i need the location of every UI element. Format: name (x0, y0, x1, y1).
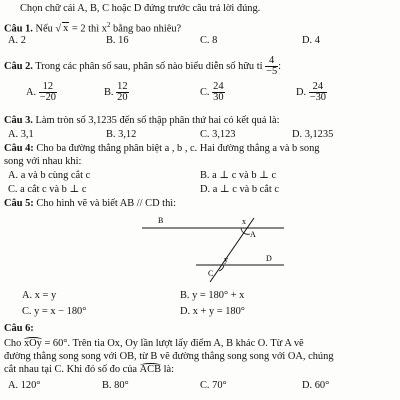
question-2 (4, 56, 281, 77)
q2-option-c-num: 24 (213, 81, 224, 92)
question-2-frac-den: −5 (266, 66, 278, 77)
question-6-line-3-post: là: (163, 364, 175, 375)
question-6-line-1-post: = 60°. Trên tia Ox, Oy lần lượt lấy điểm A, B khác O. Từ A vẽ (44, 338, 304, 349)
label-c: C (208, 269, 214, 278)
question-1 (4, 19, 181, 36)
label-x: x (242, 217, 246, 226)
question-4-text-2: song với nhau khi: (4, 156, 82, 167)
q3-option-a[interactable]: A. 3,1 (8, 129, 34, 140)
question-1-text-post: bằng bao nhiêu? (113, 23, 182, 35)
question-1-text-pre: Nếu (35, 23, 53, 35)
question-6-label-text: Câu 6: (4, 323, 34, 334)
q2-option-a-num: 12 (39, 82, 57, 93)
angle-acb: ACB (139, 364, 162, 375)
question-5-label: Câu 5: (4, 198, 34, 209)
q2-option-b[interactable] (104, 82, 129, 103)
q2-option-b-num: 12 (117, 81, 128, 92)
angle-xoy: xOy (23, 338, 42, 349)
question-5 (4, 198, 176, 211)
q6-option-c[interactable]: C. 70° (200, 380, 227, 391)
q2-option-a-letter: A. (26, 86, 37, 98)
question-2-text: Trong các phân số sau, phân số nào biểu diễn số hữu tỉ (35, 60, 263, 72)
question-6-line-3-pre: cắt nhau tại C. Khi đó số đo của (4, 364, 138, 375)
question-6-line-1 (4, 338, 304, 351)
question-4-text-1: Cho ba đường thẳng phân biệt a , b , c. Hai đường thẳng a và b song (36, 143, 320, 154)
question-2-colon: : (278, 60, 282, 72)
q2-option-c-den: 30 (213, 92, 224, 103)
q2-option-d-den: −30 (309, 92, 326, 103)
q2-option-d-letter: D. (296, 86, 307, 98)
intro-text: Chọn chữ cái A, B, C hoặc D đứng trước câu trả lời đúng. (20, 3, 261, 14)
question-1-label: Câu 1. (4, 23, 33, 35)
q3-option-b[interactable]: B. 3,12 (106, 129, 137, 140)
q1-option-a[interactable]: A. 2 (8, 35, 26, 46)
q2-option-c-letter: C. (200, 86, 210, 98)
q1-option-c[interactable]: C. 8 (200, 35, 218, 46)
question-5-text: Cho hình vẽ và biết AB // CD thì: (36, 198, 177, 209)
geometry-figure (138, 210, 288, 285)
q2-option-a-den: −20 (39, 92, 56, 103)
q2-option-c-fraction (212, 82, 224, 103)
question-2-label: Câu 2. (4, 60, 33, 72)
q3-option-c[interactable]: C. 3,123 (200, 129, 236, 140)
q4-option-a[interactable]: A. a và b cùng cắt c (8, 170, 91, 181)
q2-option-d-num: 24 (309, 82, 327, 93)
question-3-text: Làm tròn số 3,1235 đến số thập phân thứ hai có kết quả là: (35, 115, 280, 126)
question-2-fraction (265, 56, 278, 77)
label-a: A (250, 230, 256, 239)
q5-option-b[interactable]: B. y = 180° + x (180, 290, 245, 301)
q6-option-a[interactable]: A. 120° (8, 380, 41, 391)
label-b: B (158, 216, 164, 225)
q2-option-d[interactable] (296, 82, 327, 103)
q5-option-d[interactable]: D. x + y = 180° (180, 306, 245, 317)
label-d: D (266, 254, 272, 263)
question-6-line-3 (4, 364, 174, 377)
q1-option-d[interactable]: D. 4 (302, 35, 320, 46)
q2-option-c[interactable] (200, 82, 225, 103)
question-6-line-2: đường thẳng song song với OB, từ B vẽ đường thẳng song song với OA, chúng (4, 351, 334, 362)
q3-option-d[interactable]: D. 3,1235 (292, 129, 334, 140)
q4-option-c[interactable]: C. a cắt c và b ⊥ c (8, 184, 87, 195)
q6-option-d[interactable]: D. 60° (302, 380, 330, 391)
sqrt-icon: √ (55, 23, 62, 35)
q2-option-b-den: 20 (117, 92, 128, 103)
question-3-label: Câu 3. (4, 115, 33, 126)
question-4 (4, 143, 319, 156)
question-6-label (4, 323, 34, 336)
q2-option-b-letter: B. (104, 86, 114, 98)
q2-option-a-fraction (39, 82, 57, 103)
question-2-frac-num: 4 (265, 56, 278, 67)
question-1-text-mid: = 2 thì x (71, 23, 107, 35)
label-y: y (224, 255, 228, 264)
q5-option-a[interactable]: A. x = y (22, 290, 57, 301)
question-4-label: Câu 4: (4, 143, 34, 154)
question-6-line-1-pre: Cho (4, 338, 22, 349)
q4-option-b[interactable]: B. a ⊥ c và b ⊥ c (200, 170, 277, 181)
question-1-power: 2 (106, 21, 111, 29)
question-3 (4, 115, 279, 128)
q6-option-b[interactable]: B. 80° (102, 380, 129, 391)
q2-option-a[interactable] (26, 82, 57, 103)
q4-option-d[interactable]: D. a ⊥ c và b cắt c (200, 184, 280, 195)
q2-option-d-fraction (309, 82, 327, 103)
question-1-radicand: x (63, 23, 69, 35)
q5-option-c[interactable]: C. y = x − 180° (22, 306, 87, 317)
q1-option-b[interactable]: B. 16 (106, 35, 129, 46)
q2-option-b-fraction (116, 82, 128, 103)
